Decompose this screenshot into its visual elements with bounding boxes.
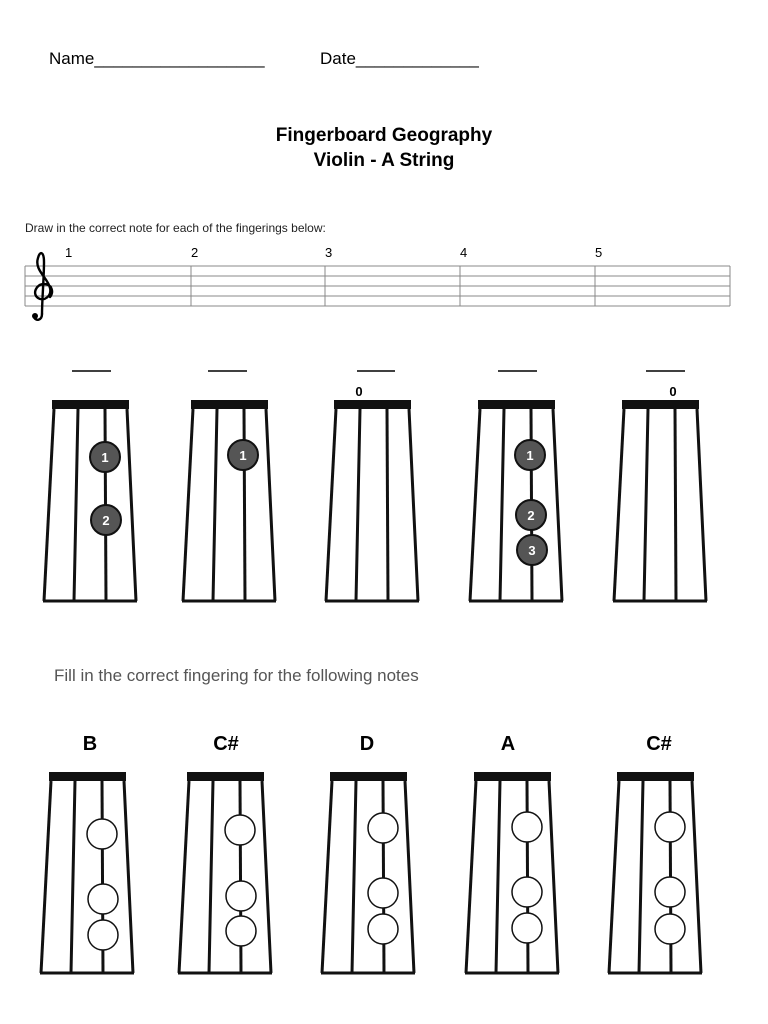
empty-finger-slot[interactable] (655, 877, 685, 907)
svg-text:2: 2 (102, 513, 110, 528)
music-staff (25, 266, 730, 306)
measure-number-2: 2 (191, 245, 199, 260)
note-label-3: D (359, 733, 375, 755)
empty-finger-slot[interactable] (655, 914, 685, 944)
note-label-5: C# (646, 733, 672, 755)
open-string-marker-5: 0 (669, 384, 677, 399)
note-label-2: C# (213, 733, 239, 755)
empty-finger-slot[interactable] (368, 914, 398, 944)
empty-finger-slot[interactable] (368, 878, 398, 908)
measure-number-5: 5 (595, 245, 603, 260)
finger-dot-1-2 (91, 505, 121, 535)
fingerboard-4 (469, 400, 563, 601)
measure-number-1: 1 (65, 245, 73, 260)
note-label-4: A (500, 733, 516, 755)
empty-finger-slot[interactable] (368, 813, 398, 843)
fingerboard-b2 (178, 772, 272, 973)
open-string-marker-3: 0 (355, 384, 363, 399)
finger-dot-1-1 (90, 442, 120, 472)
svg-text:1: 1 (239, 448, 247, 463)
name-field-label: Name__________________ (49, 49, 265, 68)
worksheet-subtitle: Violin - A String (313, 150, 455, 171)
fingerboard-2 (182, 400, 276, 601)
empty-finger-slot[interactable] (512, 913, 542, 943)
svg-text:3: 3 (528, 543, 536, 558)
treble-clef-dot (32, 313, 38, 319)
measure-number-3: 3 (325, 245, 333, 260)
note-label-1: B (82, 733, 98, 755)
fingerboard-b1 (40, 772, 134, 973)
fingering-instruction: Fill in the correct fingering for the following notes (54, 666, 419, 685)
finger-dot-4-1 (515, 440, 545, 470)
empty-finger-slot[interactable] (225, 815, 255, 845)
empty-finger-slot[interactable] (87, 819, 117, 849)
staff-instruction: Draw in the correct note for each of the fingerings below: (25, 221, 326, 235)
finger-dot-4-3 (517, 535, 547, 565)
worksheet-title: Fingerboard Geography (275, 125, 493, 146)
svg-text:1: 1 (526, 448, 534, 463)
fingerboard-1 (43, 400, 137, 601)
fingerboard-5 (613, 400, 707, 601)
date-field-label: Date_____________ (320, 49, 479, 68)
fingerboard-3 (325, 400, 419, 601)
empty-finger-slot[interactable] (226, 881, 256, 911)
empty-finger-slot[interactable] (88, 920, 118, 950)
empty-finger-slot[interactable] (226, 916, 256, 946)
empty-finger-slot[interactable] (512, 812, 542, 842)
finger-dot-4-2 (516, 500, 546, 530)
fingerboard-b3 (321, 772, 415, 973)
empty-finger-slot[interactable] (88, 884, 118, 914)
finger-dot-2-1 (228, 440, 258, 470)
svg-text:1: 1 (101, 450, 109, 465)
fingerboard-b4 (465, 772, 559, 973)
treble-clef-icon (34, 253, 52, 320)
measure-number-4: 4 (460, 245, 468, 260)
empty-finger-slot[interactable] (512, 877, 542, 907)
svg-text:2: 2 (527, 508, 535, 523)
empty-finger-slot[interactable] (655, 812, 685, 842)
fingerboard-b5 (608, 772, 702, 973)
